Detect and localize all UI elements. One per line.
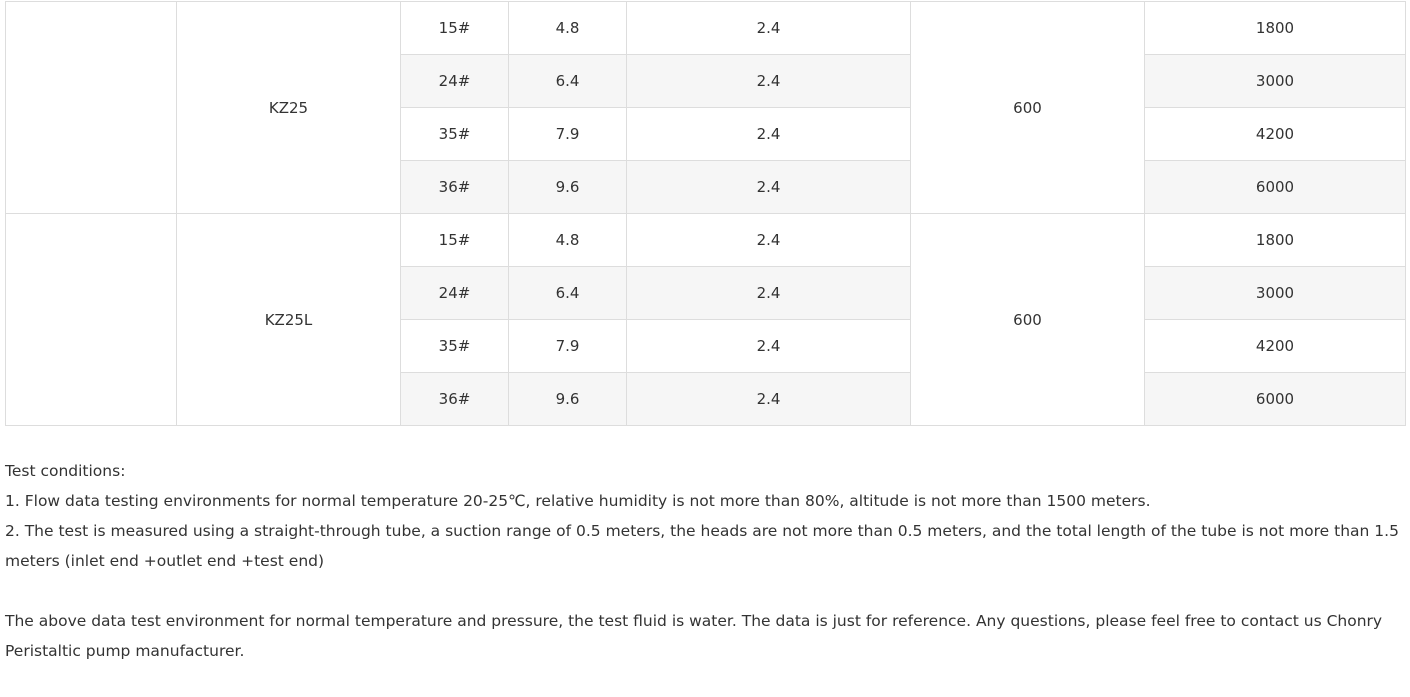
value-cell: 9.6	[509, 161, 627, 214]
value-cell: 2.4	[627, 55, 911, 108]
spec-table	[5, 1, 1406, 426]
tube-cell: 35#	[401, 108, 509, 161]
blank-cell	[6, 2, 177, 214]
flow-cell: 1800	[1145, 2, 1406, 55]
value-cell: 2.4	[627, 108, 911, 161]
value-cell: 7.9	[509, 320, 627, 373]
value-cell: 2.4	[627, 320, 911, 373]
speed-cell: 600	[911, 214, 1145, 426]
flow-cell: 6000	[1145, 161, 1406, 214]
notes-line-1: 1. Flow data testing environments for normal temperature 20-25℃, relative humidity is not more than 80%, altitude is not more than 1500 meters.	[5, 492, 1151, 510]
value-cell: 7.9	[509, 108, 627, 161]
notes-heading: Test conditions:	[5, 462, 126, 480]
value-cell: 6.4	[509, 55, 627, 108]
tube-cell: 24#	[401, 267, 509, 320]
model-cell: KZ25L	[177, 214, 401, 426]
test-conditions-notes	[5, 456, 1400, 666]
tube-cell: 24#	[401, 55, 509, 108]
spacer	[5, 576, 1400, 606]
tube-cell: 36#	[401, 373, 509, 426]
flow-cell: 4200	[1145, 320, 1406, 373]
value-cell: 2.4	[627, 214, 911, 267]
value-cell: 4.8	[509, 2, 627, 55]
table-row	[6, 214, 1406, 267]
flow-cell: 6000	[1145, 373, 1406, 426]
value-cell: 6.4	[509, 267, 627, 320]
tube-cell: 36#	[401, 161, 509, 214]
value-cell: 2.4	[627, 2, 911, 55]
value-cell: 2.4	[627, 267, 911, 320]
value-cell: 2.4	[627, 161, 911, 214]
value-cell: 9.6	[509, 373, 627, 426]
value-cell: 2.4	[627, 373, 911, 426]
notes-disclaimer: The above data test environment for normal temperature and pressure, the test fluid is water. The data is just for reference. Any questions, please feel free to contact us Chonry Peristaltic pump manufacturer.	[5, 612, 1383, 660]
flow-cell: 4200	[1145, 108, 1406, 161]
speed-cell: 600	[911, 2, 1145, 214]
tube-cell: 35#	[401, 320, 509, 373]
tube-cell: 15#	[401, 214, 509, 267]
blank-cell	[6, 214, 177, 426]
table-row	[6, 2, 1406, 55]
flow-cell: 1800	[1145, 214, 1406, 267]
value-cell: 4.8	[509, 214, 627, 267]
flow-cell: 3000	[1145, 55, 1406, 108]
model-cell: KZ25	[177, 2, 401, 214]
notes-line-2: 2. The test is measured using a straight-through tube, a suction range of 0.5 meters, the heads are not more than 0.5 meters, and the total length of the tube is not more than 1.5 meters (inlet end +outlet end +test end)	[5, 522, 1399, 570]
flow-cell: 3000	[1145, 267, 1406, 320]
tube-cell: 15#	[401, 2, 509, 55]
